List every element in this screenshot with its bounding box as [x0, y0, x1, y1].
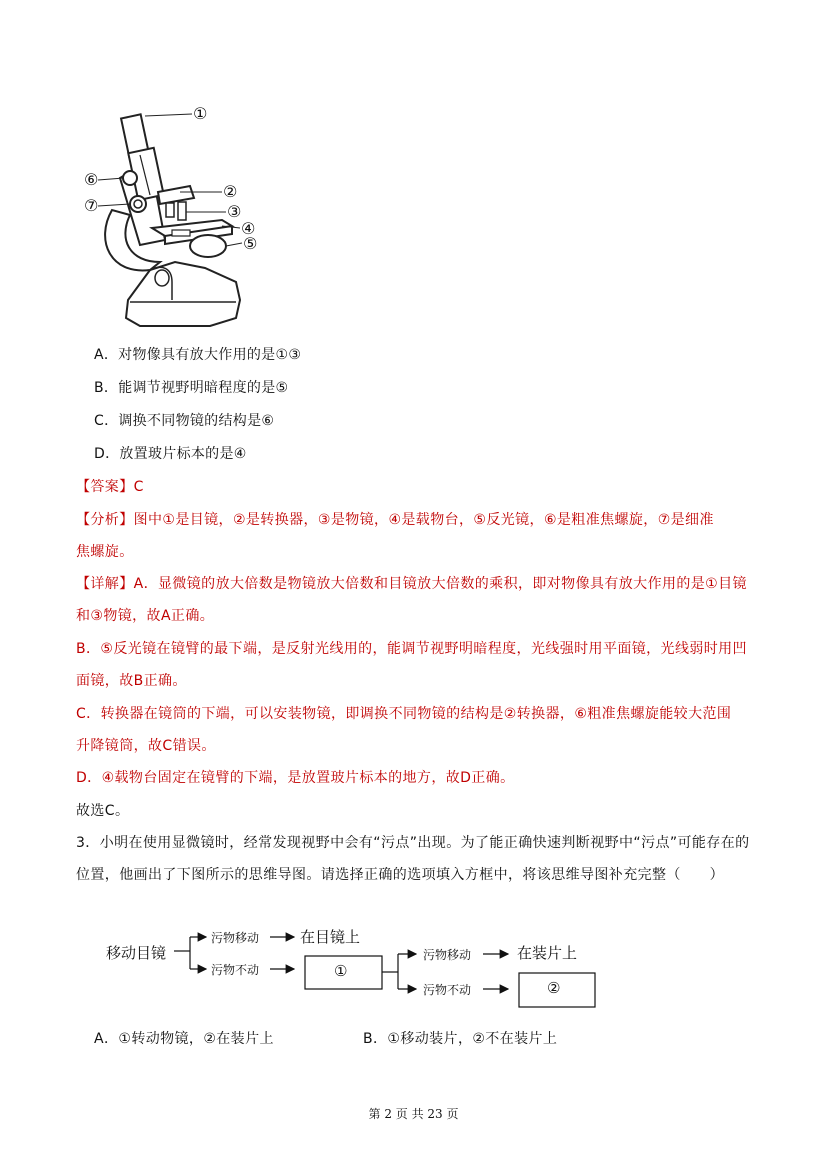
- callout-4: ④: [241, 219, 256, 238]
- q3-option-b: B．①移动装片，②不在装片上: [363, 1031, 558, 1047]
- callout-1: ①: [193, 104, 208, 123]
- question3-line-1: 3．小明在使用显微镜时，经常发现视野中会有“污点”出现。为了能正确快速判断视野中“污点”可能存在的: [76, 835, 750, 851]
- page-footer: 第 2 页 共 23 页: [368, 1107, 459, 1121]
- mindmap-branch2-still: 污物不动: [423, 983, 472, 997]
- callout-7: ⑦: [84, 196, 99, 215]
- option-a: A．对物像具有放大作用的是①③: [94, 347, 302, 363]
- analysis-line-2: 焦螺旋。: [76, 544, 134, 560]
- detail-line-1: 【详解】A．显微镜的放大倍数是物镜放大倍数和目镜放大倍数的乘积，即对物像具有放大作用的是①目镜: [76, 576, 747, 592]
- mindmap-box2-label: ②: [547, 979, 561, 997]
- detail-line-7: D．④载物台固定在镜臂的下端，是放置玻片标本的地方，故D正确。: [76, 770, 515, 786]
- answer: 【答案】C: [76, 479, 144, 495]
- detail-line-6: 升降镜筒，故C错误。: [76, 738, 216, 754]
- mindmap-box1-label: ①: [334, 962, 348, 980]
- callout-6: ⑥: [84, 170, 99, 189]
- microscope-base: [126, 262, 240, 326]
- detail-line-2: 和③物镜，故A正确。: [76, 608, 215, 624]
- detail-line-5: C．转换器在镜筒的下端，可以安装物镜，即调换不同物镜的结构是②转换器，⑥粗准焦螺旋能较大范围: [76, 706, 732, 722]
- stage: [152, 220, 232, 236]
- option-b: B．能调节视野明暗程度的是⑤: [94, 380, 289, 396]
- mindmap-result-eyepiece: 在目镜上: [300, 928, 361, 946]
- callout-3: ③: [227, 202, 242, 221]
- q3-option-a: A．①转动物镜，②在装片上: [94, 1031, 274, 1047]
- microscope-figure: [80, 100, 280, 335]
- mind-map-lines: [0, 920, 827, 1020]
- analysis-line-1: 【分析】图中①是目镜，②是转换器，③是物镜，④是载物台，⑤反光镜，⑥是粗准焦螺旋，⑦是细准: [76, 512, 714, 528]
- mindmap-result-slide: 在装片上: [517, 944, 578, 962]
- callout-2: ②: [223, 182, 238, 201]
- option-d: D．放置玻片标本的是④: [94, 446, 247, 462]
- mindmap-branch2-move: 污物移动: [423, 948, 472, 962]
- coarse-focus-knob: [123, 171, 137, 185]
- detail-line-4: 面镜，故B正确。: [76, 673, 187, 689]
- mindmap-start: 移动目镜: [106, 944, 167, 962]
- mirror: [190, 235, 226, 257]
- callout-5: ⑤: [243, 234, 258, 253]
- mindmap-branch-move: 污物移动: [211, 931, 260, 945]
- question3-line-2: 位置，他画出了下图所示的思维导图。请选择正确的选项填入方框中，将该思维导图补充完整（ ）: [76, 867, 724, 883]
- option-c: C．调换不同物镜的结构是⑥: [94, 413, 275, 429]
- conclusion: 故选C。: [76, 803, 130, 819]
- detail-line-3: B．⑤反光镜在镜臂的最下端，是反射光线用的，能调节视野明暗程度，光线强时用平面镜，光线弱时用凹: [76, 641, 747, 657]
- mindmap-branch-still: 污物不动: [211, 963, 260, 977]
